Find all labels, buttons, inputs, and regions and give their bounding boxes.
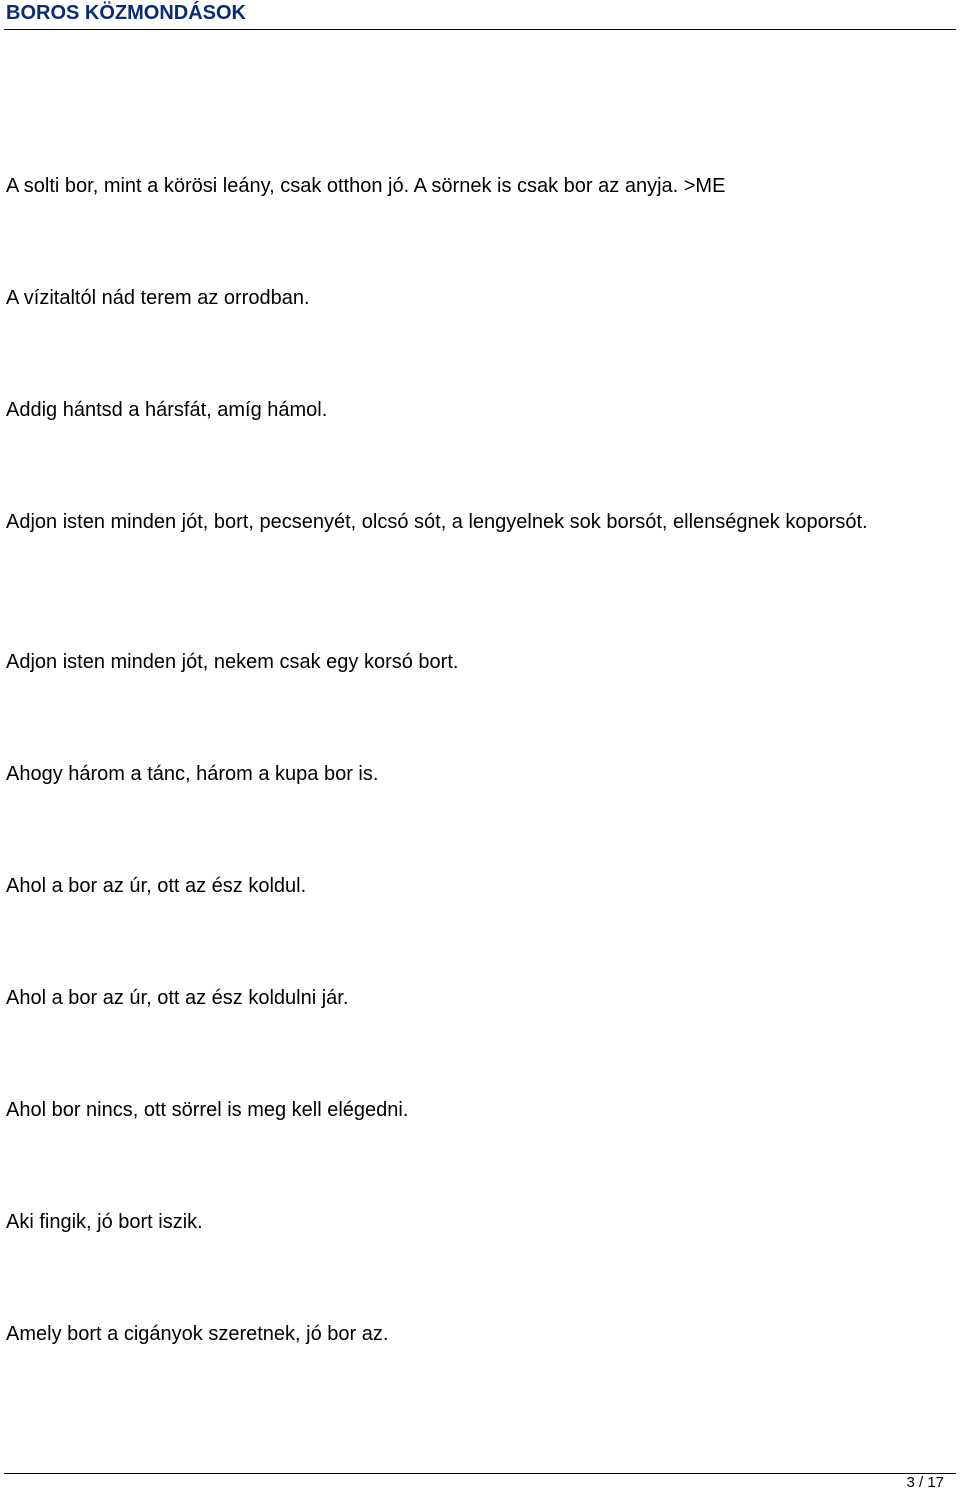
footer-divider [4,1473,956,1474]
page-footer [0,1464,960,1490]
proverb-item: Ahogy három a tánc, három a kupa bor is. [6,763,379,785]
proverb-item: A vízitaltól nád terem az orrodban. [6,287,310,309]
page-number: 3 / 17 [906,1474,944,1491]
proverb-item: Ahol a bor az úr, ott az ész koldulni jár. [6,987,349,1009]
proverb-item: Adjon isten minden jót, bort, pecsenyét, olcsó sót, a lengyelnek sok borsót, ellenségnek koporsót. [6,511,868,533]
proverb-item: Ahol a bor az úr, ott az ész koldul. [6,875,307,897]
proverb-item: Adjon isten minden jót, nekem csak egy korsó bort. [6,651,459,673]
header-divider [4,29,956,30]
proverb-item: Amely bort a cigányok szeretnek, jó bor az. [6,1323,389,1345]
proverb-item: A solti bor, mint a körösi leány, csak otthon jó. A sörnek is csak bor az anyja. >ME [6,175,726,197]
proverb-item: Addig hántsd a hársfát, amíg hámol. [6,399,328,421]
page-header [0,0,960,32]
page-title: BOROS KÖZMONDÁSOK [6,2,246,24]
proverb-item: Ahol bor nincs, ott sörrel is meg kell elégedni. [6,1099,409,1121]
proverb-item: Aki fingik, jó bort iszik. [6,1211,203,1233]
